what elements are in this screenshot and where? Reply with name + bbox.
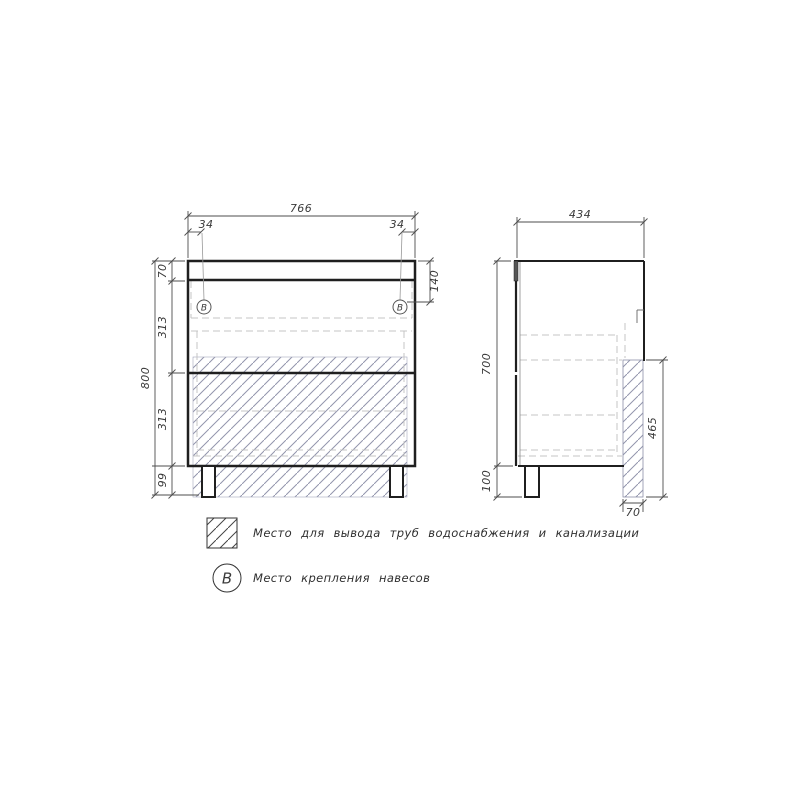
front-pipe-zone-hatch xyxy=(193,357,407,497)
legend-mount-label: Место крепления навесов xyxy=(253,571,431,585)
legend-pipe-zone-label: Место для вывода труб водоснабжения и канализации xyxy=(253,526,640,540)
legend xyxy=(207,518,639,592)
dim-mount-inset-right: 34 xyxy=(389,218,405,231)
dim-pipe-zone-depth: 70 xyxy=(625,506,641,519)
legend-mount-row xyxy=(213,564,430,592)
dim-body-height: 700 xyxy=(480,352,493,376)
dim-total-depth: 434 xyxy=(568,208,592,221)
front-view xyxy=(139,202,441,499)
legend-pipe-zone-row xyxy=(207,518,639,548)
side-hidden-lines xyxy=(518,323,625,456)
dim-mount-inset-left: 34 xyxy=(198,218,214,231)
side-pipe-zone-hatch xyxy=(623,360,643,497)
mount-symbol-letter: В xyxy=(396,303,404,314)
mount-symbol-letter: В xyxy=(200,303,208,314)
dim-leg-height: 99 xyxy=(156,472,169,488)
dim-lower-drawer: 313 xyxy=(156,407,169,431)
front-mount-symbol-right xyxy=(393,233,407,314)
dim-total-width: 766 xyxy=(289,202,313,215)
front-mount-symbol-left xyxy=(197,233,211,314)
dim-pipe-zone-height: 465 xyxy=(646,416,659,440)
side-top-rail-section xyxy=(514,261,518,281)
front-right-leg xyxy=(390,466,403,497)
dim-upper-drawer: 313 xyxy=(156,315,169,339)
dim-top-section: 70 xyxy=(156,263,169,279)
dim-mount-drop: 140 xyxy=(428,269,441,293)
side-leg xyxy=(525,466,539,497)
dim-total-height: 800 xyxy=(139,366,152,390)
dim-side-leg-height: 100 xyxy=(480,469,493,493)
legend-mount-symbol: В xyxy=(221,569,233,588)
front-left-leg xyxy=(202,466,215,497)
hatch-swatch-icon xyxy=(207,518,237,548)
side-view xyxy=(480,208,668,519)
